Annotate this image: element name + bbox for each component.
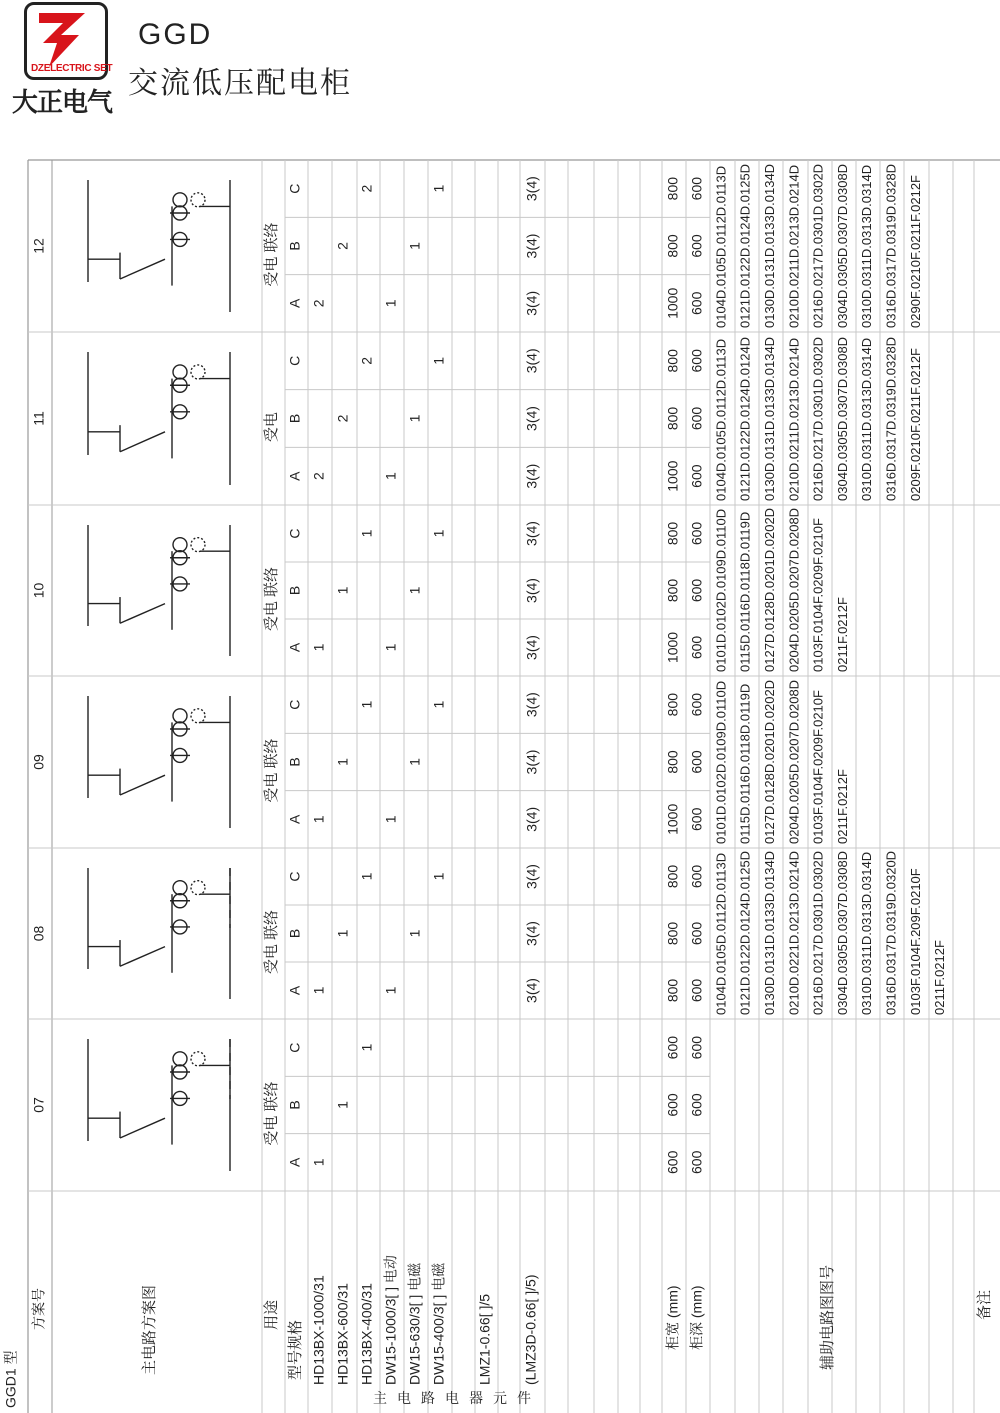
cabinet-depth-value: 600	[688, 807, 705, 832]
cabinet-width-value: 1000	[664, 631, 681, 664]
aux-circuit-code: 0204D.0205D.0207D.0208D	[786, 507, 802, 672]
component-qty: 3(4)	[523, 692, 540, 718]
scheme-number: 08	[30, 925, 47, 942]
scheme-07	[88, 1039, 230, 1171]
component-qty: 1	[406, 242, 423, 250]
cabinet-depth-value: 600	[688, 521, 705, 546]
scheme-number: 11	[30, 411, 47, 426]
cabinet-depth-value: 600	[688, 234, 705, 258]
aux-circuit-code: 0103F.0104F.209F.0210F	[907, 868, 923, 1015]
phase-label: C	[286, 528, 303, 539]
aux-circuit-code: 0104D.0105D.0112D.0113D	[713, 338, 729, 501]
aux-circuit-code: 0304D.0305D.0307D.0308D	[834, 163, 850, 328]
aux-circuit-code: 0216D.0217D.0301D.0302D	[810, 336, 826, 501]
circuit-wire	[120, 775, 165, 795]
cabinet-width-value: 1000	[664, 287, 681, 319]
phase-label: A	[286, 985, 303, 996]
aux-circuit-code: 0127D.0128D.0201D.0202D	[762, 679, 778, 844]
phase-label: C	[286, 699, 303, 710]
cabinet-depth-value: 600	[688, 750, 705, 774]
phase-label: B	[286, 928, 303, 939]
cabinet-depth-value: 600	[688, 464, 705, 488]
transformer-icon	[173, 881, 187, 895]
component-qty: 1	[382, 815, 399, 824]
component-qty: 1	[334, 586, 351, 595]
usage-text: 受电	[262, 412, 280, 443]
cabinet-depth-value: 600	[688, 291, 705, 316]
circuit-wire	[120, 259, 165, 279]
transformer-icon	[173, 1052, 187, 1066]
aux-circuit-code: 0121D.0122D.0124D.0125D	[737, 850, 753, 1015]
aux-circuit-label: 辅助电路图图号	[818, 1264, 836, 1370]
component-qty: 1	[430, 872, 447, 881]
component-qty: 1	[406, 414, 423, 423]
component-qty: 2	[334, 414, 351, 423]
transformer-icon	[191, 709, 205, 723]
aux-circuit-code: 0216D.0217D.0301D.0302D	[810, 163, 826, 328]
phase-label: C	[286, 1042, 303, 1053]
aux-circuit-code: 0210D.0211D.0213D.0214D	[786, 337, 802, 501]
component-qty: 1	[310, 815, 327, 824]
cabinet-width-value: 800	[664, 406, 681, 431]
cabinet-width-value: 1000	[664, 460, 681, 492]
cabinet-depth-value: 600	[688, 1150, 705, 1175]
component-qty: 3(4)	[523, 635, 540, 660]
circuit-diagram-12	[88, 180, 230, 312]
component-qty: 3(4)	[523, 578, 540, 603]
cabinet-width-value: 800	[664, 921, 681, 946]
component-qty: 3(4)	[523, 864, 540, 889]
aux-circuit-code: 0115D.0116D.0118D.0119D	[737, 683, 753, 844]
side-label-char: 路	[421, 1390, 435, 1406]
component-label: HD13BX-600/31	[334, 1283, 351, 1385]
remarks-label: 备注	[975, 1289, 993, 1320]
aux-circuit-code: 0304D.0305D.0307D.0308D	[834, 336, 850, 501]
cabinet-depth-value: 600	[688, 978, 705, 1003]
component-qty: 1	[358, 872, 375, 881]
phase-label: C	[286, 871, 303, 882]
component-qty: 1	[382, 299, 399, 308]
aux-circuit-code: 0211F.0212F	[834, 769, 850, 844]
component-qty: 3(4)	[523, 978, 540, 1003]
doc-type-label: GGD1 型	[2, 1350, 19, 1408]
transformer-icon	[191, 1052, 205, 1066]
component-qty: 1	[382, 472, 399, 481]
component-qty: 1	[406, 586, 423, 595]
circuit-diagram-label: 主电路方案图	[140, 1284, 158, 1375]
scheme-number: 09	[30, 754, 47, 770]
component-qty: 1	[406, 929, 423, 938]
component-qty: 1	[334, 1101, 351, 1109]
component-qty: 1	[334, 929, 351, 938]
cabinet-depth-label: 柜深 (mm)	[688, 1285, 705, 1350]
usage-label: 用途	[262, 1299, 280, 1330]
aux-circuit-code: 0130D.0131D.0133D.0134D	[762, 850, 778, 1015]
aux-circuit-code: 0316D.0317D.0319D.0328D	[883, 336, 899, 501]
circuit-wire	[120, 1118, 165, 1138]
aux-circuit-code: 0101D.0102D.0109D.0110D	[713, 508, 729, 672]
component-label: DW15-1000/3[ ] 电动	[382, 1255, 399, 1385]
model-spec-label: 型号规格	[286, 1319, 304, 1380]
aux-circuit-code: 0115D.0116D.0118D.0119D	[737, 511, 753, 672]
cabinet-depth-value: 600	[688, 864, 705, 889]
side-label-char: 主	[373, 1390, 387, 1406]
transformer-icon	[191, 881, 205, 895]
component-label: HD13BX-400/31	[358, 1283, 375, 1385]
phase-label: A	[286, 298, 303, 309]
aux-circuit-code: 0290F.0210F.0211F.0212F	[907, 175, 923, 328]
side-label-char: 电	[397, 1390, 411, 1406]
cabinet-width-value: 800	[664, 349, 681, 373]
cabinet-width-value: 1000	[664, 803, 681, 835]
component-qty: 1	[430, 184, 447, 193]
component-qty: 2	[358, 184, 375, 193]
component-qty: 3(4)	[523, 176, 540, 202]
transformer-icon	[191, 193, 205, 207]
cabinet-width-value: 600	[664, 1093, 681, 1117]
cabinet-depth-value: 600	[688, 1093, 705, 1117]
cabinet-depth-value: 600	[688, 349, 705, 373]
circuit-diagram-07	[88, 1039, 230, 1171]
cabinet-width-value: 800	[664, 750, 681, 774]
cabinet-width-value: 800	[664, 864, 681, 889]
component-qty: 2	[310, 472, 327, 481]
company-name: 大正电气	[12, 88, 113, 118]
cabinet-width-value: 600	[664, 1150, 681, 1175]
cabinet-width-value: 800	[664, 521, 681, 546]
phase-label: A	[286, 642, 303, 653]
aux-circuit-code: 0210D.0221D.0213D.0214D	[786, 850, 802, 1015]
side-label-char: 元	[493, 1390, 507, 1406]
scheme-08	[88, 868, 230, 999]
aux-circuit-code: 0101D.0102D.0109D.0110D	[713, 680, 729, 844]
aux-circuit-code: 0310D.0311D.0313D.0314D	[859, 851, 875, 1015]
component-qty: 3(4)	[523, 806, 540, 832]
scheme-10	[88, 525, 230, 656]
aux-circuit-code: 0104D.0105D.0112D.0113D	[713, 852, 729, 1015]
aux-circuit-code: 0210D.0211D.0213D.0214D	[786, 164, 802, 328]
component-qty: 3(4)	[523, 233, 540, 259]
cabinet-width-value: 800	[664, 692, 681, 717]
phase-label: B	[286, 585, 303, 596]
phase-label: B	[286, 1100, 303, 1110]
cabinet-width-value: 800	[664, 978, 681, 1003]
component-qty: 1	[382, 643, 399, 652]
component-qty: 3(4)	[523, 921, 540, 946]
circuit-diagram-08	[88, 868, 230, 999]
scheme-09	[88, 696, 230, 828]
cabinet-depth-value: 600	[688, 578, 705, 603]
aux-circuit-code: 0310D.0311D.0313D.0314D	[859, 164, 875, 328]
transformer-icon	[173, 709, 187, 723]
component-qty: 1	[310, 986, 327, 995]
usage-text: 受电 联络	[262, 909, 280, 975]
aux-circuit-code: 0216D.0217D.0301D.0302D	[810, 850, 826, 1015]
transformer-icon	[191, 365, 205, 379]
transformer-icon	[191, 538, 205, 552]
cabinet-depth-value: 600	[688, 692, 705, 717]
cabinet-depth-value: 600	[688, 635, 705, 660]
component-qty: 3(4)	[523, 290, 540, 316]
circuit-diagram-10	[88, 525, 230, 656]
cabinet-depth-value: 600	[688, 406, 705, 431]
component-label: HD13BX-1000/31	[310, 1275, 327, 1385]
cabinet-width-label: 柜宽 (mm)	[664, 1285, 681, 1350]
component-qty: 1	[406, 758, 423, 766]
component-qty: 1	[310, 1158, 327, 1167]
usage-text: 受电 联络	[262, 738, 280, 803]
aux-circuit-code: 0204D.0205D.0207D.0208D	[786, 679, 802, 844]
scheme-11	[88, 352, 230, 485]
logo-text: DZELECTRIC SET	[31, 63, 113, 74]
side-label-char: 电	[445, 1390, 459, 1406]
cabinet-depth-value: 600	[688, 1035, 705, 1060]
phase-label: C	[286, 183, 303, 194]
product-model: GGD	[138, 18, 213, 51]
usage-text: 受电 联络	[262, 1081, 280, 1146]
aux-circuit-code: 0211F.0212F	[834, 597, 850, 672]
aux-circuit-code: 0130D.0131D.0133D.0134D	[762, 336, 778, 501]
component-label: LMZ1-0.66[ ]/5	[476, 1293, 493, 1385]
component-qty: 1	[358, 700, 375, 709]
phase-label: B	[286, 757, 303, 767]
aux-circuit-code: 0211F.0212F	[932, 940, 948, 1015]
phase-label: A	[286, 1157, 303, 1168]
aux-circuit-code: 0121D.0122D.0124D.0124D	[737, 336, 753, 501]
cabinet-depth-value: 600	[688, 921, 705, 946]
aux-circuit-code: 0310D.0311D.0313D.0314D	[859, 337, 875, 501]
aux-circuit-code: 0209F.0210F.0211F.0212F	[907, 348, 923, 501]
component-qty: 3(4)	[523, 521, 540, 546]
circuit-wire	[120, 947, 165, 967]
component-qty: 1	[430, 356, 447, 365]
component-qty: 1	[310, 643, 327, 652]
transformer-icon	[173, 365, 187, 379]
component-label: DW15-400/3[ ] 电磁	[430, 1262, 447, 1385]
side-label-char: 件	[517, 1390, 531, 1406]
page-title: 交流低压配电柜	[128, 67, 352, 100]
component-qty: 1	[358, 1043, 375, 1052]
cabinet-depth-value: 600	[688, 176, 705, 201]
scheme-number: 07	[30, 1097, 47, 1113]
phase-label: A	[286, 471, 303, 481]
aux-circuit-code: 0316D.0317D.0319D.0328D	[883, 163, 899, 328]
scheme-no-label: 方案号	[30, 1288, 47, 1330]
component-qty: 3(4)	[523, 406, 540, 431]
component-qty: 3(4)	[523, 749, 540, 775]
component-qty: 1	[334, 758, 351, 766]
transformer-icon	[173, 193, 187, 207]
component-qty: 3(4)	[523, 348, 540, 374]
transformer-icon	[173, 538, 187, 552]
component-qty: 2	[310, 299, 327, 308]
phase-label: C	[286, 355, 303, 366]
circuit-diagram-11	[88, 352, 230, 485]
side-label-char: 器	[469, 1390, 483, 1406]
aux-circuit-code: 0103F.0104F.0209F.0210F	[810, 518, 826, 672]
aux-circuit-code: 0103F.0104F.0209F.0210F	[810, 690, 826, 844]
circuit-wire	[120, 604, 165, 624]
component-label: DW15-630/3[ ] 电磁	[406, 1262, 423, 1385]
scheme-12	[88, 180, 230, 312]
component-qty: 1	[382, 986, 399, 995]
phase-label: B	[286, 241, 303, 251]
cabinet-width-value: 600	[664, 1035, 681, 1060]
phase-label: A	[286, 814, 303, 825]
component-qty: 1	[430, 529, 447, 538]
component-qty: 2	[358, 356, 375, 365]
component-qty: 1	[358, 529, 375, 538]
usage-text: 受电 联络	[262, 222, 280, 287]
usage-text: 受电 联络	[262, 566, 280, 632]
circuit-diagram-09	[88, 696, 230, 828]
aux-circuit-code: 0127D.0128D.0201D.0202D	[762, 507, 778, 672]
aux-circuit-code: 0104D.0105D.0112D.0113D	[713, 165, 729, 328]
component-qty: 3(4)	[523, 463, 540, 489]
cabinet-width-value: 800	[664, 578, 681, 603]
scheme-number: 12	[30, 238, 47, 254]
aux-circuit-code: 0304D.0305D.0307D.0308D	[834, 850, 850, 1015]
circuit-wire	[120, 432, 165, 452]
component-qty: 2	[334, 242, 351, 250]
cabinet-width-value: 800	[664, 176, 681, 201]
aux-circuit-code: 0121D.0122D.0124D.0125D	[737, 163, 753, 328]
phase-label: B	[286, 413, 303, 424]
cabinet-width-value: 800	[664, 234, 681, 258]
component-qty: 1	[430, 700, 447, 709]
aux-circuit-code: 0130D.0131D.0133D.0134D	[762, 163, 778, 328]
component-label: (LMZ3D-0.66[ ]/5)	[522, 1274, 539, 1385]
aux-circuit-code: 0316D.0317D.0319D.0320D	[883, 850, 899, 1015]
scheme-number: 10	[30, 582, 47, 599]
